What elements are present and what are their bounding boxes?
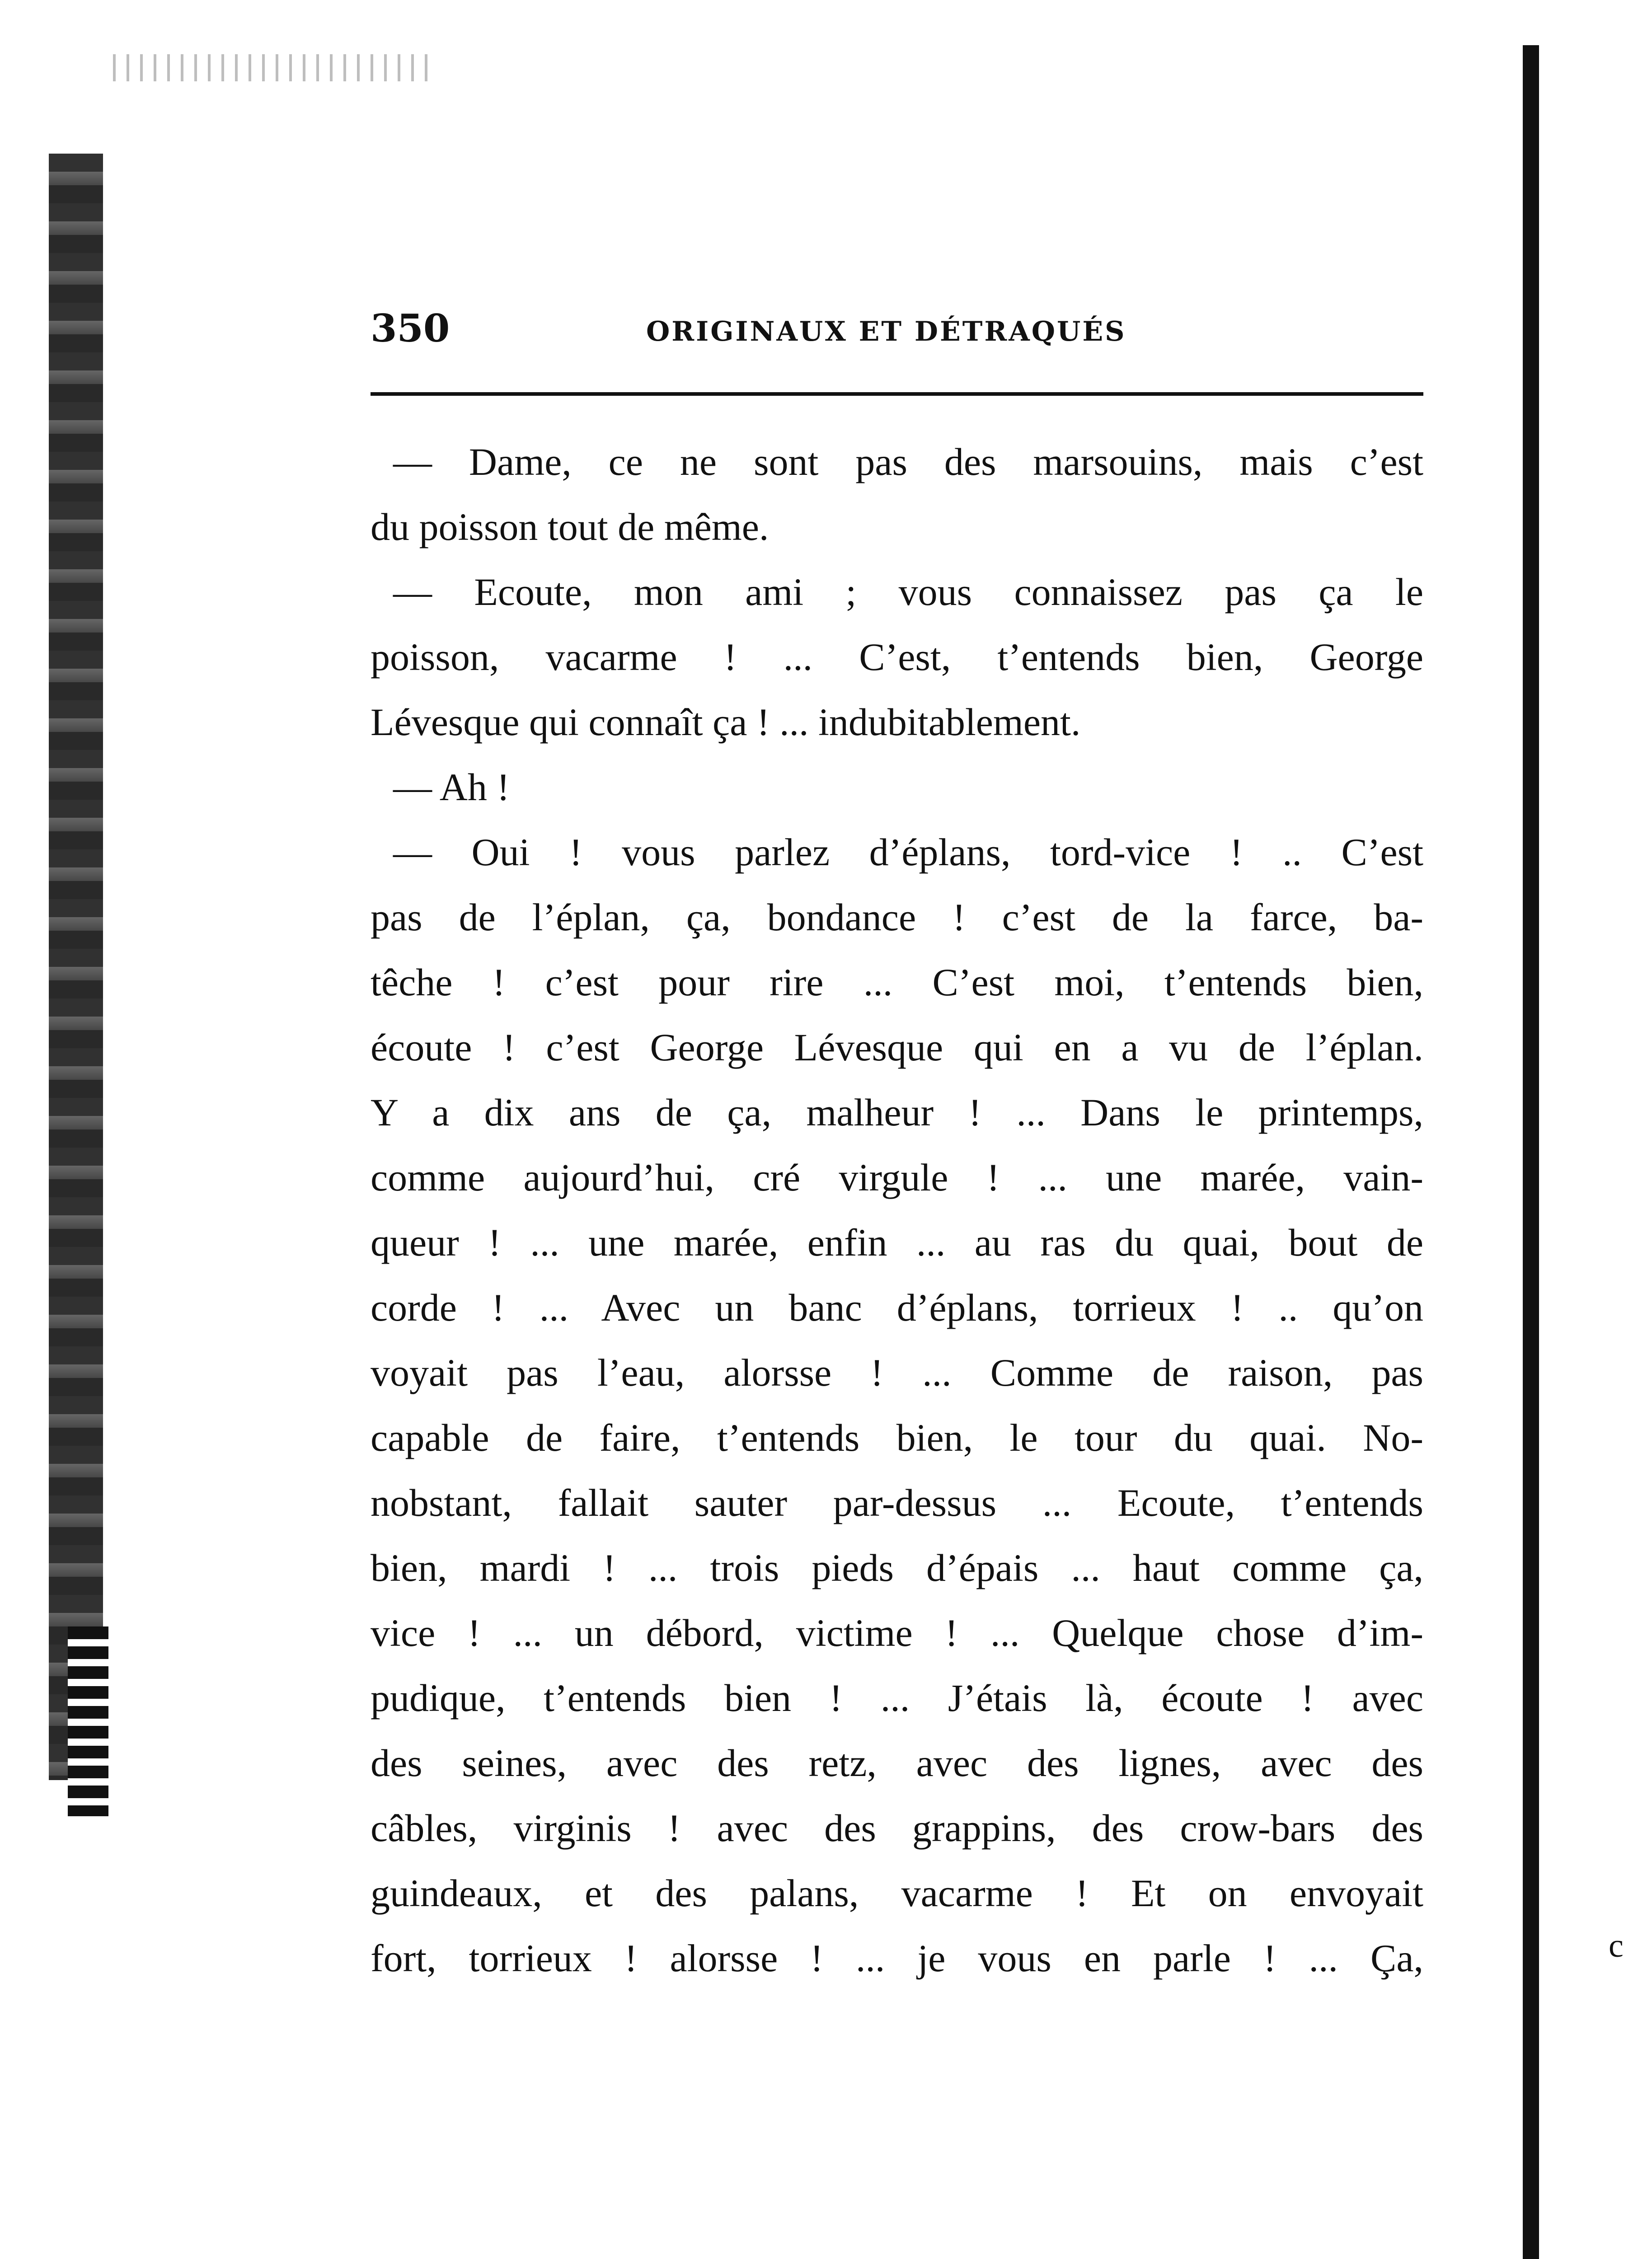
text-line: bien, mardi ! ... trois pieds d’épais ... haut comme ça,	[371, 1546, 1423, 1589]
text-line: poisson, vacarme ! ... C’est, t’entends bien, George	[371, 635, 1423, 679]
text-line: — Dame, ce ne sont pas des marsouins, mais c’est	[393, 440, 1423, 483]
text-line: Lévesque qui connaît ça ! ... indubitablement.	[371, 700, 1081, 744]
text-line: vice ! ... un débord, victime ! ... Quelque chose d’im-	[371, 1611, 1423, 1654]
text-line: des seines, avec des retz, avec des lignes, avec des	[371, 1741, 1423, 1785]
text-line: écoute ! c’est George Lévesque qui en a vu de l’éplan.	[371, 1026, 1423, 1069]
text-line: fort, torrieux ! alorsse ! ... je vous en parle ! ... Ça,	[371, 1936, 1423, 1980]
text-line: guindeaux, et des palans, vacarme ! Et on envoyait	[371, 1871, 1423, 1915]
page-number: 350	[371, 306, 450, 351]
text-line: capable de faire, t’entends bien, le tour du quai. No-	[371, 1416, 1423, 1459]
text-line: — Oui ! vous parlez d’éplans, tord-vice ! .. C’est	[393, 830, 1423, 874]
running-title: ORIGINAUX ET DÉTRAQUÉS	[646, 316, 1126, 347]
text-line: câbles, virginis ! avec des grappins, des crow-bars des	[371, 1806, 1423, 1850]
margin-mark: c	[1609, 1927, 1624, 1964]
text-line: queur ! ... une marée, enfin ... au ras du quai, bout de	[371, 1221, 1423, 1264]
scan-top-noise	[113, 54, 429, 81]
text-line: — Ah !	[393, 765, 510, 809]
text-line: voyait pas l’eau, alorsse ! ... Comme de raison, pas	[371, 1351, 1423, 1394]
text-line: — Ecoute, mon ami ; vous connaissez pas ça le	[393, 570, 1423, 614]
header-rule	[371, 392, 1423, 396]
text-line: corde ! ... Avec un banc d’éplans, torrieux ! .. qu’on	[371, 1286, 1423, 1329]
scan-left-edge-stripes	[68, 1626, 108, 1816]
text-line: têche ! c’est pour rire ... C’est moi, t’entends bien,	[371, 961, 1423, 1004]
text-line: du poisson tout de même.	[371, 505, 769, 548]
text-line: pudique, t’entends bien ! ... J’étais là, écoute ! avec	[371, 1676, 1423, 1720]
body-text	[371, 429, 1423, 1991]
text-line: pas de l’éplan, ça, bondance ! c’est de la farce, ba-	[371, 895, 1423, 939]
page-header	[371, 306, 1423, 364]
text-line: comme aujourd’hui, cré virgule ! ... une marée, vain-	[371, 1156, 1423, 1199]
text-line: nobstant, fallait sauter par-dessus ... Ecoute, t’entends	[371, 1481, 1423, 1524]
text-line: Y a dix ans de ça, malheur ! ... Dans le printemps,	[371, 1091, 1423, 1134]
scan-right-edge-binding	[1523, 45, 1539, 2259]
scan-left-edge-shadow	[49, 154, 103, 1780]
